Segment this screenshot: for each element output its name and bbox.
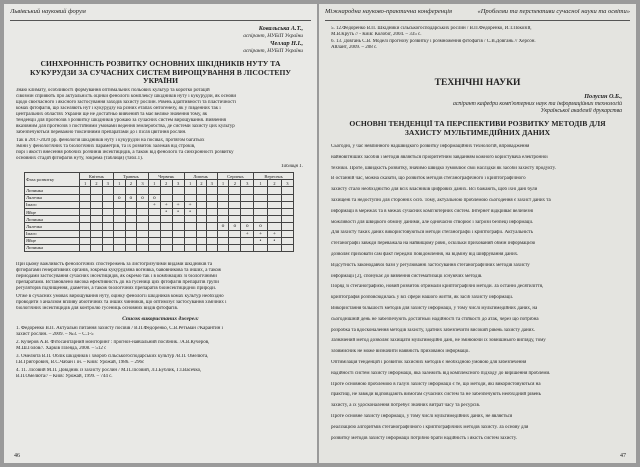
table-header-cell: Квітень [80, 173, 114, 180]
stage-mark-cell [102, 201, 113, 208]
decade-cell: 3 [172, 180, 184, 187]
stage-mark-cell [267, 201, 281, 208]
stage-mark-cell [80, 244, 91, 251]
stage-mark-cell [91, 208, 102, 215]
stage-mark-cell [254, 244, 268, 251]
decade-cell: 3 [281, 180, 293, 187]
stage-mark-cell: + [241, 230, 254, 237]
phenology-table [24, 172, 294, 252]
stage-mark-cell [137, 201, 149, 208]
decade-cell: 2 [196, 180, 206, 187]
table-header-cell: Фаза розвитку [25, 173, 80, 187]
right-page [319, 4, 636, 463]
table-header-cell: Липень [184, 173, 217, 180]
stage-mark-cell [91, 187, 102, 194]
stage-name-cell: Личинка [25, 187, 80, 194]
stage-mark-cell [102, 216, 113, 223]
body-line: Зазначений метод дозволяє захищати мультимедійні дані, не змінюючи їх зовнішнього вигляду, тому [331, 338, 546, 344]
stage-mark-cell [102, 223, 113, 230]
stage-mark-cell: о [254, 223, 268, 230]
stage-mark-cell [254, 216, 268, 223]
body-line: розробка та вдосконалення методів захисту, здатних забезпечити високий рівень захисту даних. [331, 327, 536, 333]
body-line: Поряд зі стеганографією, новий розвиток отримали криптографічні методи. За останні десятиліття, [331, 284, 544, 290]
body-line: стеганографії завжди переважала на найвищому рівні, оскільки прихований обмін інформацією [331, 241, 536, 247]
right-running-header [325, 8, 630, 21]
stage-mark-cell [207, 194, 218, 201]
stage-mark-cell [207, 187, 218, 194]
stage-mark-cell [80, 230, 91, 237]
stage-mark-cell [113, 230, 125, 237]
left-running-header: Львівський науковий форум [10, 8, 311, 21]
table-body [25, 187, 294, 252]
stage-mark-cell [281, 223, 293, 230]
stage-mark-cell [184, 230, 196, 237]
table-row [25, 244, 294, 251]
stage-mark-cell [196, 208, 206, 215]
body-line: Проте основне захисту інформації, у тому числі мультимедійних даних, не являється [331, 414, 513, 419]
stage-mark-cell [267, 216, 281, 223]
stage-mark-cell [241, 208, 254, 215]
table-row [25, 201, 294, 208]
stage-mark-cell [229, 237, 241, 244]
stage-mark-cell: о [217, 223, 229, 230]
body-line: техніки. Проте, швидкість розвитку, значимо швидко зумовлює свої наслідки як засоби захисту продукту. [331, 165, 556, 171]
stage-mark-cell [148, 244, 160, 251]
body-line: криптографія розповсюдилась у всі сфери нашого життя, як засіб захисту інформації. [331, 295, 514, 301]
stage-mark-cell [172, 187, 184, 194]
stage-mark-cell: • [267, 237, 281, 244]
stage-mark-cell [148, 230, 160, 237]
body-line: захисту стало необхідністю для всіх власників цифрових даних. Всі бажають, щоб їхні дані були [331, 187, 538, 193]
stage-mark-cell [241, 194, 254, 201]
stage-mark-cell [113, 187, 125, 194]
stage-mark-cell [196, 194, 206, 201]
stage-mark-cell [125, 237, 137, 244]
decade-cell: 2 [160, 180, 172, 187]
stage-mark-cell [184, 237, 196, 244]
stage-mark-cell [207, 223, 218, 230]
stage-mark-cell [281, 237, 293, 244]
stage-mark-cell [196, 237, 206, 244]
stage-name-cell: Яйце [25, 237, 80, 244]
stage-mark-cell: + [160, 201, 172, 208]
stage-mark-cell: о [148, 194, 160, 201]
stage-mark-cell [217, 194, 229, 201]
stage-mark-cell [281, 230, 293, 237]
body-line: реалізацією алгоритмів стеганографічного і криптографічних методів захисту. За основу для [331, 424, 529, 430]
decade-cell: 1 [148, 180, 160, 187]
stage-mark-cell [217, 201, 229, 208]
stage-mark-cell [160, 187, 172, 194]
page-number: 46 [14, 453, 20, 459]
table-header-cell: Червень [148, 173, 184, 180]
body-line: захисту, а їх удосконалення потребує значних витрат часу та ресурсів. [331, 403, 481, 409]
body-line: сьогоднішній день не забезпечують достатньої надійності та стійкості до атак, через що потрібна [331, 316, 539, 322]
stage-mark-cell [113, 208, 125, 215]
stage-mark-cell: + [172, 201, 184, 208]
list-item: 3. Омелюта В.П. Облік шкідників і хвороб сільськогосподарських культур /В.П. Омелюта, [16, 354, 209, 359]
stage-mark-cell [160, 230, 172, 237]
stage-name-cell: Яйце [25, 208, 80, 215]
decade-cell: 2 [91, 180, 102, 187]
stage-mark-cell [102, 187, 113, 194]
stage-mark-cell [229, 187, 241, 194]
decade-cell: 3 [137, 180, 149, 187]
stage-mark-cell [80, 201, 91, 208]
decade-cell: 2 [267, 180, 281, 187]
stage-mark-cell [267, 223, 281, 230]
stage-mark-cell [196, 187, 206, 194]
list-item: М.Ш.Голов//. Харків Плеяда, 2008. – 512 с [16, 346, 107, 351]
stage-mark-cell [113, 223, 125, 230]
stage-mark-cell: • [160, 208, 172, 215]
stage-mark-cell [217, 187, 229, 194]
stage-mark-cell [207, 201, 218, 208]
stage-mark-cell [125, 223, 137, 230]
stage-mark-cell [281, 216, 293, 223]
article-title: СИНХРОННІСТЬ РОЗВИТКУ ОСНОВНИХ ШКІДНИКІВ НУТУ ТА КУКУРУДЗИ ЗА СУЧАСНИХ СИСТЕМ ВИРОЩУВАННЯ В ЛІСОСТЕПУ УКРАЇНИ [30, 60, 291, 86]
stage-mark-cell [241, 201, 254, 208]
stage-mark-cell [80, 237, 91, 244]
stage-mark-cell [254, 201, 268, 208]
list-item: І.В.Григорович, В.С.Чабан і ін. – Київ: Урожай, 1986. – 296с [16, 360, 145, 365]
body-line: найновітніших засобів і методів являється пріоритетним завданням кожного користувача електронної [331, 154, 548, 160]
header-conference: Міжнародна науково-практична конференція [325, 8, 453, 15]
stage-mark-cell [80, 216, 91, 223]
list-item: 6. 13. Довгань С.В. Моделі прогнозу розвитку і розмноження фітофагів / С.В.Довгань // Херсон. [331, 39, 536, 44]
body-line: інформації [2], спонукає до вивчення систематизації існуючих методів. [331, 273, 483, 279]
stage-mark-cell [281, 187, 293, 194]
body-line: розвитку методів захисту інформації потрібно брати надійність і якість систем захисту. [331, 435, 517, 441]
stage-name-cell: Личинка [25, 216, 80, 223]
references-title: Список використаних джерел: [122, 316, 199, 322]
stage-mark-cell [184, 216, 196, 223]
table-header-row [25, 173, 294, 180]
stage-mark-cell [281, 244, 293, 251]
stage-mark-cell [137, 187, 149, 194]
author-name: Полусин О.Б., [584, 94, 622, 100]
stage-mark-cell [172, 244, 184, 251]
section-title: ТЕХНІЧНІ НАУКИ [434, 78, 521, 88]
left-page: Львівський науковий форум Ковальська А.Т., аспірант, НУБіП України Челлар Н.І., аспірант, НУБіП України СИНХРОННІСТЬ РОЗВИТКУ ОСНОВНИХ ШКІДНИКІВ НУТУ ТА КУКУРУДЗИ ЗА СУЧАСНИХ СИСТЕМ ВИРОЩУВАННЯ В ЛІСОСТЕПУ УКРАЇНИ Знаю климату, особливості формування оптимальних польових культур та коротко ротацій сівозмін сприяють про актуальність оцінки фенології комплексу шкідників нуту і кукурудзи, як основи щодо своєчасного і якісного застосування заходів захисту рослин. Рівень адаптивності та пластичності комах фітофагів, що заселяють нут і кукурудзу на різних етапах онтогенезу, як у південних так і центральних областях України ще не достатньо вивчений та має велике значення тому, як тенденції для прогнозів з розвитку шкідників урожаю за сучасних систем вирощування. Вивчення вказівним для прогнозів з постійними умовами ведення землеробства, де системи захисту цих культур забезпечуються переважно токсичними препаратами до і після цвітіння рослин. Так в 2017-2020 рр. фенологія шкідників нуту і кукурудзи на посівах, протягом багатьох зміни у фенологічних та біологічних параметрів, та їх розвиток залежав від строків, порі і якості внесення робочих розчинів інсектицидів, а також від фенології та синхронності розвитку основних стадій фітофагів нуту, зокрема (таблиця) (табл.1). Таблиця 1. Фаза розвитку Квітень Травень Червень Липень Серпень Вересень 1 2 3 1 2 3 1 2 3 1 2 3 1 2 3 1 2 3 Личинка Лялечка о о о о Імаго + + + + Яйце • • • Личинка Лялечка о о о о Імаго + + + Яйце • • Личинка При цьому важливість фенологічних спостережень за листогризучими видами шкідників та фітофагами генеративних органів, зокрема кукурудзяна вогнівка, бавовникова та інших, а також периодами застосування сучасних інсектицидів, як окремо так і в комбінаціях зі біологічними препаратами. Встановлено висока ефективність дії на гусениці цих фітофагів препаратів групи регуляторів підчищення, діаметон, а також біологічних препаратів біоінсектицидної природи. Отже в сучасних умовах вирощування нуту, оцінку фенології шкідників комах культур необхідно проводити з аналізом впливу абіотичних та інших чинників, що оптимізує застосування хімічних і біологічних інсектицидів для контролю гусениць основних видів фітофагів. Список використаних джерел: 1. Федоренко В.П. Актуальні питання захисту посівів / В.П.Федоренко, С.В.Ретьман //Карантин і захист рослин. – 2009. – №3. – С.1-5 2. Кучеров А.В. Фітосанітарний моніторинг : прогноз-навчальний посібник. /А.В.Кучеров, М.Ш.Голов//. Харків Плеяда, 2008. – 512 с 3. Омелюта В.П. Облік шкідників і хвороб сільськогосподарських культур /В.П. Омелюта, І.В.Григорович, В.С.Чабан і ін. – Київ: Урожай, 1986. – 296с 4. 11. Лісовий М.П. Довідник із захисту рослин / М.П.Лісовий, Л.І.Бублик, Г.І.Васечко, В.П.Омелюта// – Київ: Урожай, 1999. – 744 с. 46 [4, 4, 317, 463]
stage-mark-cell [113, 244, 125, 251]
stage-name-cell: Імаго [25, 230, 80, 237]
stage-mark-cell [217, 244, 229, 251]
stage-mark-cell [91, 244, 102, 251]
stage-mark-cell [229, 201, 241, 208]
stage-name-cell: Лялечка [25, 223, 80, 230]
stage-mark-cell: о [125, 194, 137, 201]
author-2-name: Челлар Н.І., [269, 41, 303, 47]
stage-mark-cell [125, 201, 137, 208]
decade-cell: 3 [207, 180, 218, 187]
stage-mark-cell [137, 208, 149, 215]
stage-mark-cell [102, 237, 113, 244]
stage-mark-cell [102, 244, 113, 251]
decade-cell: 1 [217, 180, 229, 187]
stage-mark-cell [254, 208, 268, 215]
table-header-cell: Серпень [217, 173, 254, 180]
stage-mark-cell [137, 230, 149, 237]
list-item: 4. 11. Лісовий М.П. Довідник із захисту рослин / М.П.Лісовий, Л.І.Бублик, Г.І.Васечко, [16, 368, 202, 373]
body-line: Оптимізація тенденцій і розвиток захисних методів є необхідною умовою для забезпечення [331, 360, 527, 365]
stage-mark-cell: • [254, 237, 268, 244]
stage-mark-cell [184, 244, 196, 251]
stage-mark-cell [113, 237, 125, 244]
body-line: Відсутність законодавчої бази у регулюванні застосування стеганографічних методів захисту [331, 262, 530, 268]
stage-mark-cell [281, 208, 293, 215]
stage-mark-cell [148, 216, 160, 223]
stage-mark-cell [102, 194, 113, 201]
body-line: можливості для швидкого обміну даними, але одночасно створює і загрози безпеці інформації. [331, 219, 534, 225]
stage-mark-cell [160, 216, 172, 223]
decade-cell: 2 [229, 180, 241, 187]
stage-mark-cell [217, 216, 229, 223]
table-caption: Таблиця 1. [281, 164, 303, 169]
stage-name-cell: Личинка [25, 244, 80, 251]
stage-mark-cell [172, 194, 184, 201]
stage-mark-cell [137, 244, 149, 251]
body-line: дозволяє приховати сам факт передачі повідомлення, на відміну від шифрування даних. [331, 252, 519, 257]
page-number: 47 [620, 453, 626, 459]
stage-mark-cell: • [184, 208, 196, 215]
stage-mark-cell: • [172, 208, 184, 215]
stage-mark-cell [102, 208, 113, 215]
stage-mark-cell [207, 208, 218, 215]
stage-name-cell: Імаго [25, 201, 80, 208]
table-row [25, 223, 294, 230]
author-1-name: Ковальська А.Т., [258, 26, 303, 32]
stage-mark-cell [184, 187, 196, 194]
stage-mark-cell: + [148, 201, 160, 208]
decade-cell: 2 [125, 180, 137, 187]
stage-mark-cell [113, 201, 125, 208]
stage-mark-cell [125, 208, 137, 215]
decade-cell: 1 [113, 180, 125, 187]
stage-name-cell: Лялечка [25, 194, 80, 201]
table-row [25, 187, 294, 194]
list-item: Айлант, 2009. – 208 с. [331, 45, 378, 50]
stage-mark-cell: о [113, 194, 125, 201]
stage-mark-cell [80, 223, 91, 230]
stage-mark-cell [91, 201, 102, 208]
stage-mark-cell [217, 208, 229, 215]
stage-mark-cell: + [267, 230, 281, 237]
stage-mark-cell [207, 230, 218, 237]
stage-mark-cell [172, 230, 184, 237]
stage-mark-cell [267, 194, 281, 201]
stage-mark-cell [267, 244, 281, 251]
stage-mark-cell [241, 216, 254, 223]
stage-mark-cell [281, 194, 293, 201]
stage-mark-cell [160, 237, 172, 244]
list-item: М.В.Круть // - Київ: Колобіг, 2004. – 335 с. [331, 32, 422, 37]
stage-mark-cell: о [229, 223, 241, 230]
body-line: інформації в мережах та в межах сучасних комп'ютерних систем. Інтернет відкриває величезні [331, 208, 534, 214]
list-item: 2. Кучеров А.В. Фітосанітарний моніторинг : прогноз-навчальний посібник. /А.В.Кучеров, [16, 340, 210, 345]
body-line: Використання більшості методів для захисту інформації, у тому числі мультимедійних даних, на [331, 306, 538, 311]
decade-cell: 1 [80, 180, 91, 187]
stage-mark-cell [241, 244, 254, 251]
author-role-1: аспірант кафедри комп'ютерних наук та інформаційних технологій [452, 101, 622, 107]
stage-mark-cell [196, 216, 206, 223]
stage-mark-cell [196, 201, 206, 208]
list-item: В.П.Омелюта// – Київ: Урожай, 1999. – 744 с. [16, 374, 113, 379]
stage-mark-cell [207, 244, 218, 251]
stage-mark-cell: о [241, 223, 254, 230]
stage-mark-cell [125, 244, 137, 251]
stage-mark-cell [172, 237, 184, 244]
table-row [25, 230, 294, 237]
stage-mark-cell [241, 237, 254, 244]
stage-mark-cell [267, 208, 281, 215]
table-row [25, 194, 294, 201]
decade-cell: 1 [254, 180, 268, 187]
stage-mark-cell [125, 216, 137, 223]
stage-mark-cell [148, 208, 160, 215]
stage-mark-cell [80, 187, 91, 194]
stage-mark-cell [217, 230, 229, 237]
table-header-cell: Травень [113, 173, 148, 180]
body-line: Сьогодні, у час невпинного надшвидкого розвитку інформаційних технологій, впровадження [331, 144, 530, 149]
stage-mark-cell [137, 223, 149, 230]
decade-cell: 3 [102, 180, 113, 187]
body-line: Для захисту таких даних використовуються методи стеганографії і криптографії. Актуальність [331, 230, 533, 236]
table-row [25, 237, 294, 244]
stage-mark-cell [229, 194, 241, 201]
stage-mark-cell [102, 230, 113, 237]
author-2-role: аспірант, НУБіП України [243, 48, 303, 54]
stage-mark-cell [229, 230, 241, 237]
article-title: ОСНОВНІ ТЕНДЕНЦІЇ ТА ПЕРСПЕКТИВИ РОЗВИТКУ МЕТОДІВ ДЛЯ ЗАХИСТУ МУЛЬТИМЕДІЙНИХ ДАНИХ [349, 120, 606, 137]
list-item: 1. Федоренко В.П. Актуальні питання захисту посівів / В.П.Федоренко, С.В.Ретьман //Карантин і [16, 326, 223, 331]
stage-mark-cell [281, 201, 293, 208]
stage-mark-cell [217, 237, 229, 244]
stage-mark-cell [172, 216, 184, 223]
stage-mark-cell [80, 208, 91, 215]
stage-mark-cell [91, 216, 102, 223]
stage-mark-cell [113, 216, 125, 223]
author-role-2: Української академії друкарства [540, 108, 622, 114]
stage-mark-cell [148, 237, 160, 244]
decade-cell: 1 [184, 180, 196, 187]
stage-mark-cell [148, 187, 160, 194]
stage-mark-cell [229, 244, 241, 251]
header-topic: «Проблеми та перспективи сучасної науки та освіти» [477, 8, 630, 15]
stage-mark-cell [160, 223, 172, 230]
stage-mark-cell [184, 223, 196, 230]
stage-mark-cell [137, 237, 149, 244]
stage-mark-cell [91, 237, 102, 244]
stage-mark-cell [91, 223, 102, 230]
body-line: надійності систем захисту інформації, яка залежить від комплексного підходу до вирішення проблеми. [331, 370, 551, 376]
stage-mark-cell [80, 194, 91, 201]
stage-mark-cell [207, 216, 218, 223]
stage-mark-cell [241, 187, 254, 194]
stage-mark-cell [148, 223, 160, 230]
stage-mark-cell [91, 194, 102, 201]
stage-mark-cell [254, 187, 268, 194]
table-row [25, 216, 294, 223]
stage-mark-cell [229, 208, 241, 215]
stage-mark-cell [267, 187, 281, 194]
body-line: В останній час, можна сказати, що розвиток методів стеганографічного і криптографічного [331, 176, 526, 182]
decade-cell: 3 [241, 180, 254, 187]
body-line: Проте основною проблемою в галузі захисту інформації є те, що методи, які використовуються на [331, 381, 541, 387]
stage-mark-cell [184, 194, 196, 201]
stage-mark-cell [254, 194, 268, 201]
body-line: захищені та недоступні для сторонніх осіб. Тому, актуальною проблемою сьогодення є захист даних та [331, 198, 551, 203]
stage-mark-cell: + [254, 230, 268, 237]
stage-mark-cell [172, 223, 184, 230]
stage-mark-cell [160, 194, 172, 201]
stage-mark-cell [137, 216, 149, 223]
list-item: 5. 12.Федоренко В.П. Шкідники сільськогосподарських рослин / В.П.Федоренко, Й.Т.Покозій, [331, 26, 532, 31]
stage-mark-cell [207, 237, 218, 244]
stage-mark-cell [125, 230, 137, 237]
stage-mark-cell [125, 187, 137, 194]
stage-mark-cell [160, 244, 172, 251]
stage-mark-cell: + [184, 201, 196, 208]
list-item: захист рослин. – 2009. – №3. – С.1-5 [16, 332, 94, 337]
stage-mark-cell: о [137, 194, 149, 201]
stage-mark-cell [229, 216, 241, 223]
stage-mark-cell [91, 230, 102, 237]
stage-mark-cell [196, 223, 206, 230]
stage-mark-cell [196, 244, 206, 251]
author-1-role: аспірант, НУБіП України [243, 33, 303, 39]
table-header-cell: Вересень [254, 173, 294, 180]
body-line: зловмисник не може визначити наявність прихованої інформації. [331, 349, 470, 355]
table-row [25, 208, 294, 215]
stage-mark-cell [196, 230, 206, 237]
body-line: практиці, не завжди відповідають вимогам сучасних систем та не забезпечують необхідний рівень [331, 392, 541, 398]
